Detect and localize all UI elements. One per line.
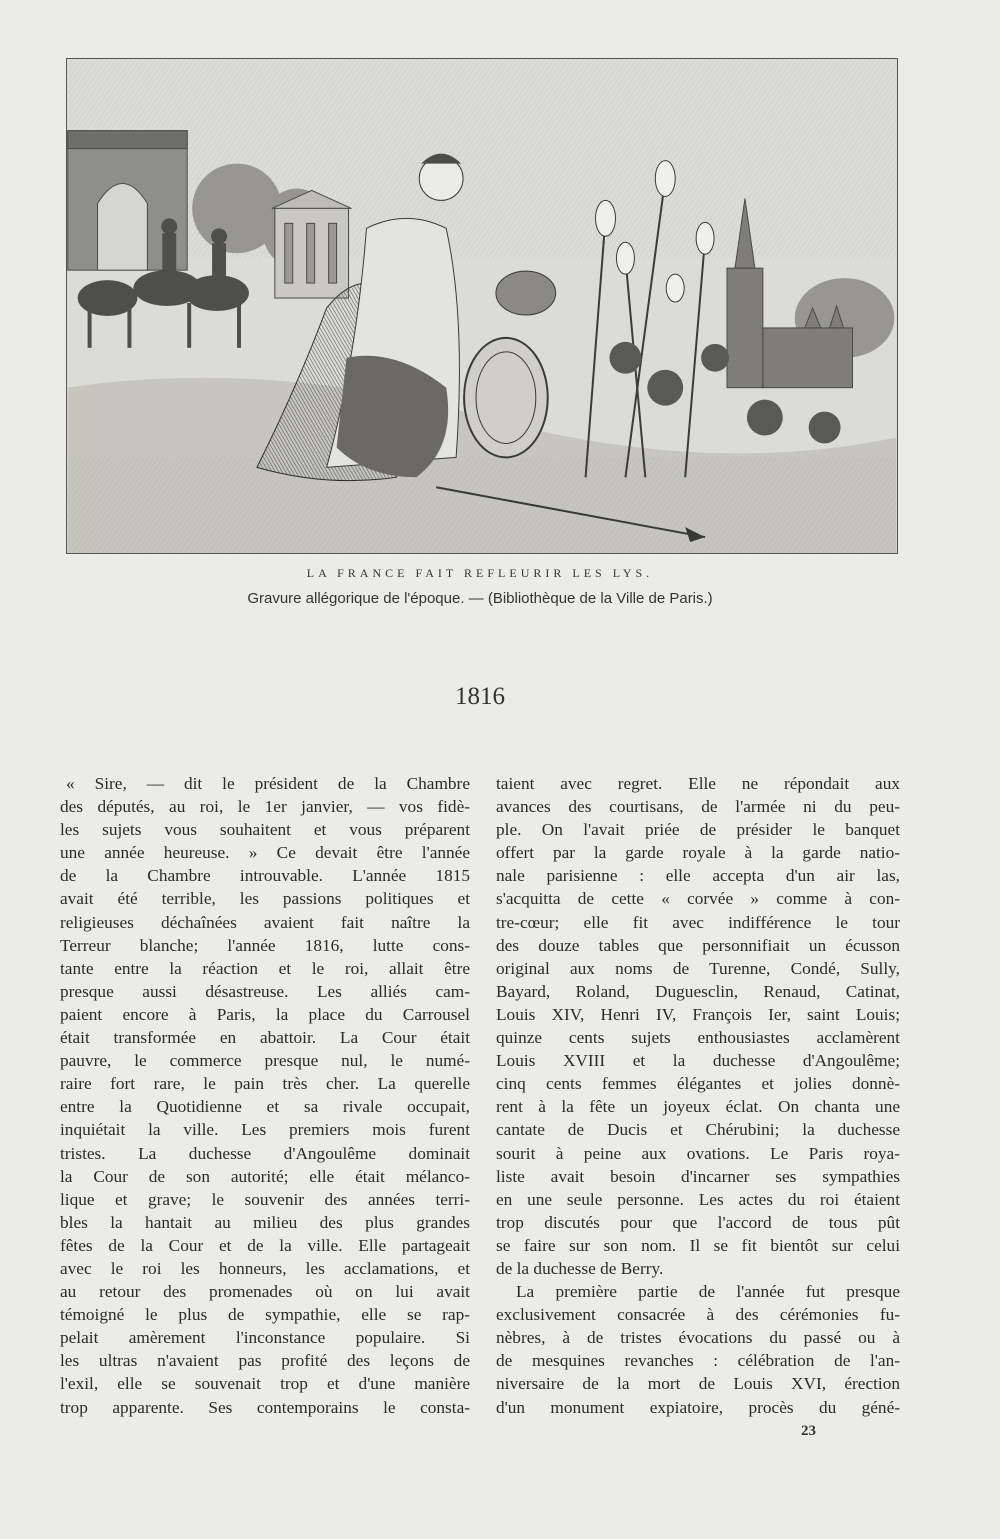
text-line: pelait amèrement l'inconstance populaire. Si xyxy=(60,1328,470,1348)
text-line: des douze tables que personnifiait un écusson xyxy=(496,935,900,955)
text-line: avances des courtisans, de l'armée ni du peu- xyxy=(496,797,900,817)
text-line: « Sire, — dit le président de la Chambre xyxy=(66,774,470,793)
engraving-illustration xyxy=(67,59,897,553)
text-line: niversaire de la mort de Louis XVI, érection xyxy=(496,1374,900,1394)
text-line: offert par la garde royale à la garde natio- xyxy=(496,843,900,863)
right-text-column xyxy=(496,772,900,1419)
text-line: les ultras n'avaient pas profité des leçons de xyxy=(60,1351,470,1371)
text-line: quinze cents sujets enthousiastes acclamèrent xyxy=(496,1028,900,1048)
chapter-year-heading: 1816 xyxy=(455,683,505,710)
text-line: Louis XVIII et la duchesse d'Angoulême; xyxy=(496,1051,900,1071)
text-line: religieuses déchaînées avaient fait naître la xyxy=(60,912,470,932)
text-line: fêtes de la Cour et de la ville. Elle partageait xyxy=(60,1235,470,1255)
text-line: la Cour de son autorité; elle était mélanco- xyxy=(60,1166,470,1186)
page-number: 23 xyxy=(801,1423,816,1439)
text-line: paient encore à Paris, la place du Carrousel xyxy=(60,1004,470,1024)
neoclassical-building xyxy=(272,190,352,298)
text-line: de la Chambre introuvable. L'année 1815 xyxy=(60,866,470,886)
text-line: tristes. La duchesse d'Angoulême dominait xyxy=(60,1143,470,1163)
text-line: Louis XIV, Henri IV, François Ier, saint Louis; xyxy=(496,1004,900,1024)
text-line: inquiétait la ville. Les premiers mois furent xyxy=(60,1120,470,1140)
text-line: pauvre, le commerce presque nul, le numé- xyxy=(60,1051,470,1071)
text-line: s'acquitta de cette « corvée » comme à con- xyxy=(496,889,900,909)
text-line: nèbres, à de tristes évocations du passé ou à xyxy=(496,1328,900,1348)
text-line: taient avec regret. Elle ne répondait aux xyxy=(496,774,900,793)
text-line: La première partie de l'année fut presque xyxy=(516,1282,900,1302)
text-line: entre la Quotidienne et sa rivale occupait, xyxy=(60,1097,470,1117)
text-line: raire fort rare, le pain très cher. La querelle xyxy=(60,1074,470,1094)
left-text-column xyxy=(60,772,470,1419)
allegorical-engraving xyxy=(66,58,898,554)
text-line: trop apparente. Ses contemporains le consta- xyxy=(60,1397,470,1417)
text-line: tre-cœur; elle fit avec indifférence le tour xyxy=(496,912,900,932)
text-line: cinq cents femmes élégantes et jolies donnè- xyxy=(496,1074,900,1094)
text-line: était transformée en abattoir. La Cour était xyxy=(60,1028,470,1048)
text-line: une année heureuse. » Ce devait être l'année xyxy=(60,843,470,863)
text-line: bles la hantait au milieu des plus grandes xyxy=(60,1212,470,1232)
text-line: ple. On l'avait priée de présider le banquet xyxy=(496,820,900,840)
figure-credit: Gravure allégorique de l'époque. — (Bibliothèque de la Ville de Paris.) xyxy=(247,590,713,607)
text-line: tante entre la réaction et le roi, allait être xyxy=(60,958,470,978)
text-line: presque aussi désastreuse. Les alliés cam- xyxy=(60,981,470,1001)
text-line: lique et grave; le souvenir des années terri- xyxy=(60,1189,470,1209)
text-line: l'exil, elle se souvenait trop et d'une manière xyxy=(60,1374,470,1394)
text-line: avec le roi les honneurs, les acclamations, et xyxy=(60,1258,470,1278)
text-line: liste avait besoin d'incarner ses sympathies xyxy=(496,1166,900,1186)
text-line: sourit à peine aux ovations. Le Paris roya- xyxy=(496,1143,900,1163)
text-line: se faire sur son nom. Il se fit bientôt sur celui xyxy=(496,1235,900,1255)
text-line: rent à la fête un joyeux éclat. On chanta une xyxy=(496,1097,900,1117)
text-line: avait été terrible, les passions politiques et xyxy=(60,889,470,909)
text-line: au retour des promenades où on lui avait xyxy=(60,1282,470,1302)
figure-title: LA FRANCE FAIT REFLEURIR LES LYS. xyxy=(306,566,654,580)
text-line: original aux noms de Turenne, Condé, Sully, xyxy=(496,958,900,978)
text-line: nale parisienne : elle accepta d'un air las, xyxy=(496,866,900,886)
text-line: exclusivement consacrée à des cérémonies fu- xyxy=(496,1305,900,1325)
text-line: les sujets vous souhaitent et vous préparent xyxy=(60,820,470,840)
text-line: des députés, au roi, le 1er janvier, — vos fidè- xyxy=(60,797,470,817)
text-line: témoigné le plus de sympathie, elle se rap- xyxy=(60,1305,470,1325)
text-line: de mesquines revanches : célébration de l'an- xyxy=(496,1351,900,1371)
text-line: Bayard, Roland, Duguesclin, Renaud, Catinat, xyxy=(496,981,900,1001)
text-line: en une seule personne. Les actes du roi étaient xyxy=(496,1189,900,1209)
text-line: d'un monument expiatoire, procès du géné- xyxy=(496,1397,900,1417)
text-line: Terreur blanche; l'année 1816, lutte cons- xyxy=(60,935,470,955)
text-line: cantate de Ducis et Chérubini; la duchesse xyxy=(496,1120,900,1140)
text-line: de la duchesse de Berry. xyxy=(496,1258,664,1278)
text-line: trop discutés pour que l'accord de tous pût xyxy=(496,1212,900,1232)
